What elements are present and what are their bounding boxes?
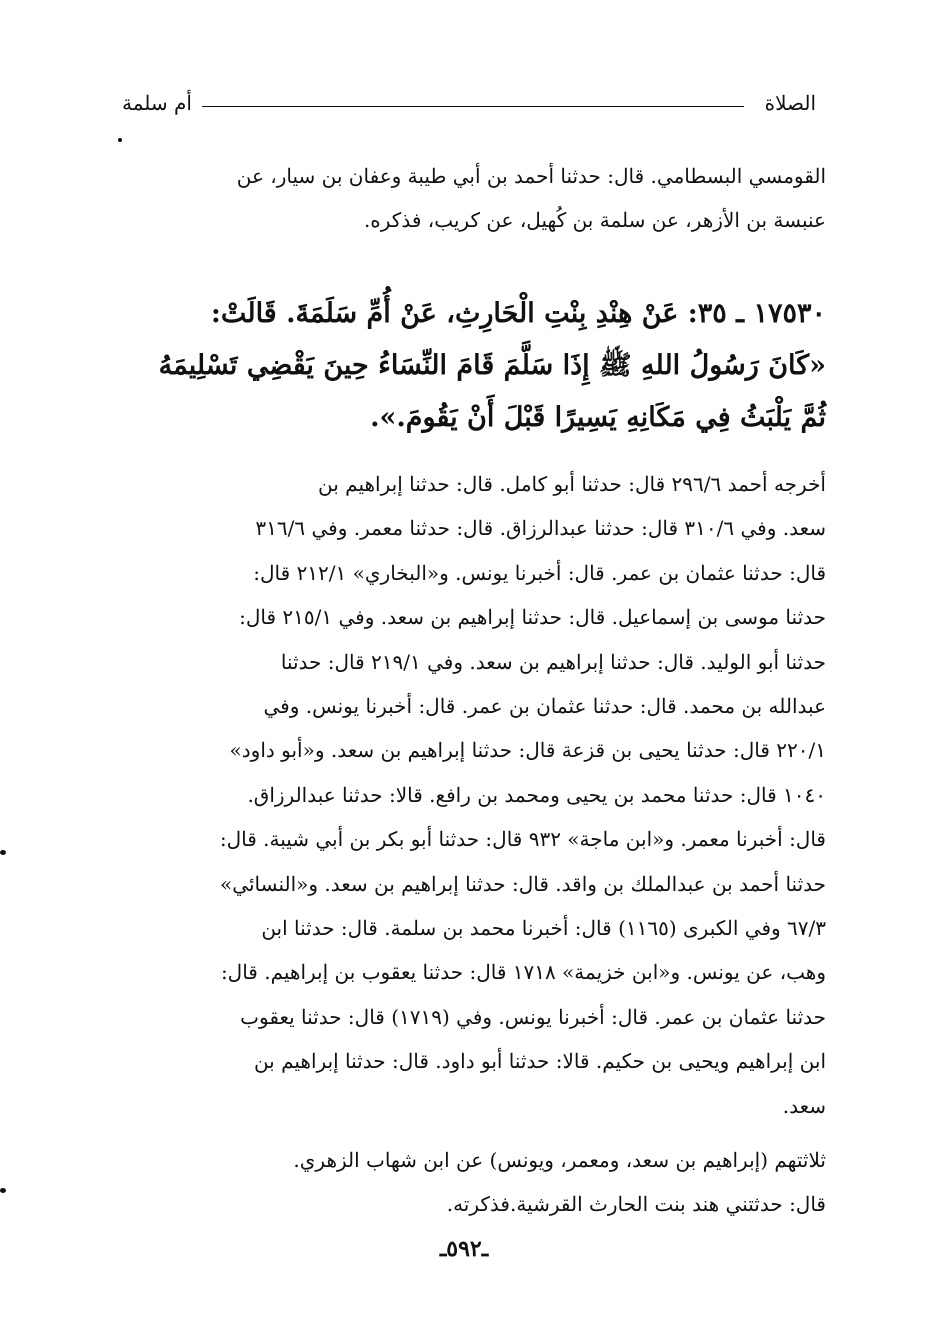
header-section-title: أم سلمة: [122, 91, 192, 115]
hadith-line: ١٧٥٣٠ ـ ٣٥: عَنْ هِنْدِ بِنْتِ الْحَارِثِ، عَنْ أُمِّ سَلَمَةَ. قَالَتْ:: [210, 298, 826, 329]
takhrij-line: قال: أخبرنا معمر. و«ابن ماجة» ٩٣٢ قال: حدثنا أبو بكر بن أبي شيبة. قال:: [219, 827, 826, 852]
header-rule: [202, 106, 744, 107]
takhrij-line: ٢٢٠/١ قال: حدثنا يحيى بن قزعة قال: حدثنا إبراهيم بن سعد. و«أبو داود»: [229, 738, 826, 763]
takhrij-line: ٦٧/٣ وفي الكبرى (١١٦٥) قال: أخبرنا محمد بن سلمة. قال: حدثنا ابن: [261, 916, 826, 941]
summary-line: ثلاثتهم (إبراهيم بن سعد، ومعمر، ويونس) عن ابن شهاب الزهري.: [293, 1148, 826, 1172]
takhrij-line: أخرجه أحمد ٢٩٦/٦ قال: حدثنا أبو كامل. قال: حدثنا إبراهيم بن: [318, 472, 826, 496]
takhrij-line: سعد. وفي ٣١٠/٦ قال: حدثنا عبدالرزاق. قال: حدثنا معمر. وفي ٣١٦/٦: [255, 516, 826, 541]
margin-mark: [0, 850, 6, 855]
summary-line: قال: حدثتني هند بنت الحارث القرشية.فذكرته.: [446, 1192, 826, 1216]
takhrij-line: حدثنا أحمد بن عبدالملك بن واقد. قال: حدثنا إبراهيم بن سعد. و«النسائي»: [220, 871, 826, 896]
margin-mark: [0, 1188, 6, 1193]
intro-paragraph: [136, 154, 826, 242]
takhrij-line: حدثنا عثمان بن عمر. قال: أخبرنا يونس. وفي (١٧١٩) قال: حدثنا يعقوب: [240, 1004, 826, 1029]
summary-paragraph: [136, 1138, 826, 1226]
intro-line: القومسي البسطامي. قال: حدثنا أحمد بن أبي طيبة وعفان بن سيار، عن: [236, 164, 826, 188]
takhrij-line: وهب، عن يونس. و«ابن خزيمة» ١٧١٨ قال: حدثنا يعقوب بن إبراهيم. قال:: [220, 960, 826, 985]
page-number: ـ٥٩٢ـ: [439, 1236, 489, 1262]
takhrij-line: عبدالله بن محمد. قال: حدثنا عثمان بن عمر. قال: أخبرنا يونس. وفي: [263, 694, 826, 719]
hadith-line: «كَانَ رَسُولُ اللهِ ﷺ إِذَا سَلَّمَ قَامَ النِّسَاءُ حِينَ يَقْضِي تَسْلِيمَهُ: [158, 350, 826, 381]
header-chapter-title: الصلاة: [764, 91, 816, 115]
takhrij-paragraph: [136, 462, 826, 1128]
takhrij-line: حدثنا أبو الوليد. قال: حدثنا إبراهيم بن سعد. وفي ٢١٩/١ قال: حدثنا: [280, 649, 826, 674]
takhrij-line: قال: حدثنا عثمان بن عمر. قال: أخبرنا يونس. و«البخاري» ٢١٢/١ قال:: [253, 560, 826, 585]
takhrij-line: ١٠٤٠ قال: حدثنا محمد بن يحيى ومحمد بن رافع. قالا: حدثنا عبدالرزاق.: [247, 782, 826, 807]
takhrij-line: سعد.: [782, 1093, 826, 1118]
hadith-text: [136, 288, 826, 444]
margin-dot: [118, 138, 122, 142]
hadith-line: ثُمَّ يَلْبَثُ فِي مَكَانِهِ يَسِيرًا قَبْلَ أَنْ يَقُومَ.».: [370, 402, 826, 433]
intro-line: عنبسة بن الأزهر، عن سلمة بن كُهيل، عن كريب، فذكره.: [363, 208, 826, 232]
takhrij-line: ابن إبراهيم ويحيى بن حكيم. قالا: حدثنا أبو داود. قال: حدثنا إبراهيم بن: [253, 1049, 826, 1074]
running-header: [122, 88, 816, 122]
takhrij-line: حدثنا موسى بن إسماعيل. قال: حدثنا إبراهيم بن سعد. وفي ٢١٥/١ قال:: [239, 605, 826, 630]
